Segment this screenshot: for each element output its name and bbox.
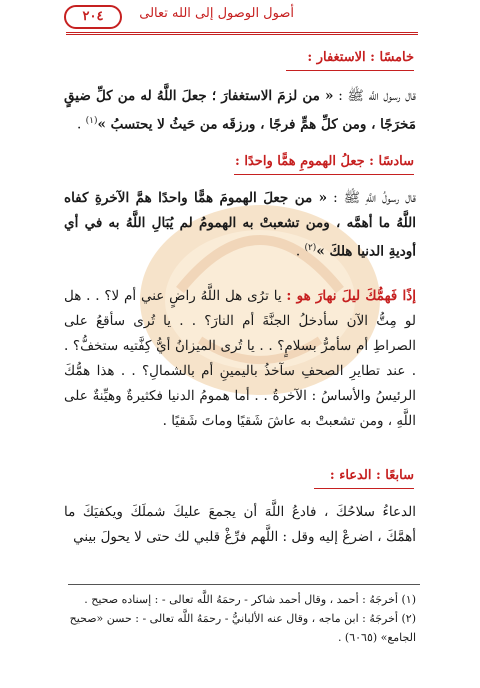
section-heading-7-underline [314,488,414,489]
section-5-paragraph [64,84,416,138]
footnote-2: (٢) أخرجَهُ : ابن ماجه ، وقال عنه الألبانيُّ - رحمَهُ اللَّه تعالى - : حسن «صحيح الجامع» (٦٠٦٥) . [69,612,416,644]
section-heading-5-underline [286,70,414,71]
footnote-marker-2[interactable]: (٢) [304,243,317,253]
section-5-intro: قال رسول اللَّه ﷺ : [333,88,416,104]
page-number-badge: ٢٠٤ [64,5,122,29]
section-5-end: . [77,116,86,133]
section-heading-7: سابعًا : الدعاء : [329,468,414,483]
section-6-hadith: « من جعلَ الهمومَ همًّا واحدًا همَّ الآخرةِ كفاه اللَّهُ ما أهمَّه ، ومن تشعبتْ به الهمومُ لم يُبَالِ اللَّهُ به في أي أوديةِ الدنيا هلكَ » [64,190,416,260]
footnotes-divider [68,584,420,585]
section-7-paragraph: الدعاءُ سلاحُكَ ، فادعُ اللَّهَ أن يجمعَ عليكَ شملَكَ ويكفيَكَ ما أهمَّكَ ، اضرعْ إليه وقل : اللَّهم فرِّغْ قلبي لك حتى لا يحولَ بيني [64,504,416,545]
main-paragraph [64,284,416,434]
section-heading-5: خامسًا : الاستغفار : [307,50,414,65]
section-heading-6-underline [234,174,414,175]
footnotes [60,590,416,647]
footnote-marker-1[interactable]: (١) [85,116,98,126]
section-6-end: . [295,243,305,260]
main-paragraph-text: يا ترُى هل اللَّهُ راضٍ عني أم لا؟ . . هل لو مِتُّ الآن سأدخلُ الجنَّةَ أم النارَ؟ . . يا تُرى سأقعُ على الصراطِ أم سأمرُّ بسلامٍ؟ . . يا تُرى الميزانُ أيُّ كِفَّتيه ستخفُّ؟ . . عند تطايرِ الصحفِ سآخذُ باليمينِ أم بالشمالِ؟ . . هذا همُّكَ الرئيسُ والأساسُ : الآخرةُ . . أما همومُ الدنيا فكثيرةٌ وهيِّنةٌ على اللَّهِ ، ومن تشعبتْ به عاشَ شَقيًا وماتَ شَقيًا . [64,288,416,429]
section-5-hadith: « من لزمَ الاستغفارَ ؛ جعلَ اللَّهُ له من كلِّ ضيقٍ مَخرَجًا ، ومن كلِّ همٍّ فرجًا ، ورزقَه من حَيثُ لا يحتسبُ » [64,88,416,133]
header-divider [66,32,418,35]
section-6-intro: قال رسولُ اللَّهِ ﷺ : [327,190,417,206]
section-heading-6: سادسًا : جعلُ الهمومِ همًّا واحدًا : [235,154,414,169]
running-header-title: أصول الوصول إلى الله تعالى [139,6,294,21]
main-paragraph-lead: إذًا فَهمُّكَ ليلَ نهارَ هو : [286,288,416,304]
footnote-1: (١) أخرجَهُ : أحمد ، وقال أحمد شاكر - رحمَهُ اللَّه تعالى - : إسناده صحيح . [84,593,416,606]
section-6-paragraph [64,186,416,265]
